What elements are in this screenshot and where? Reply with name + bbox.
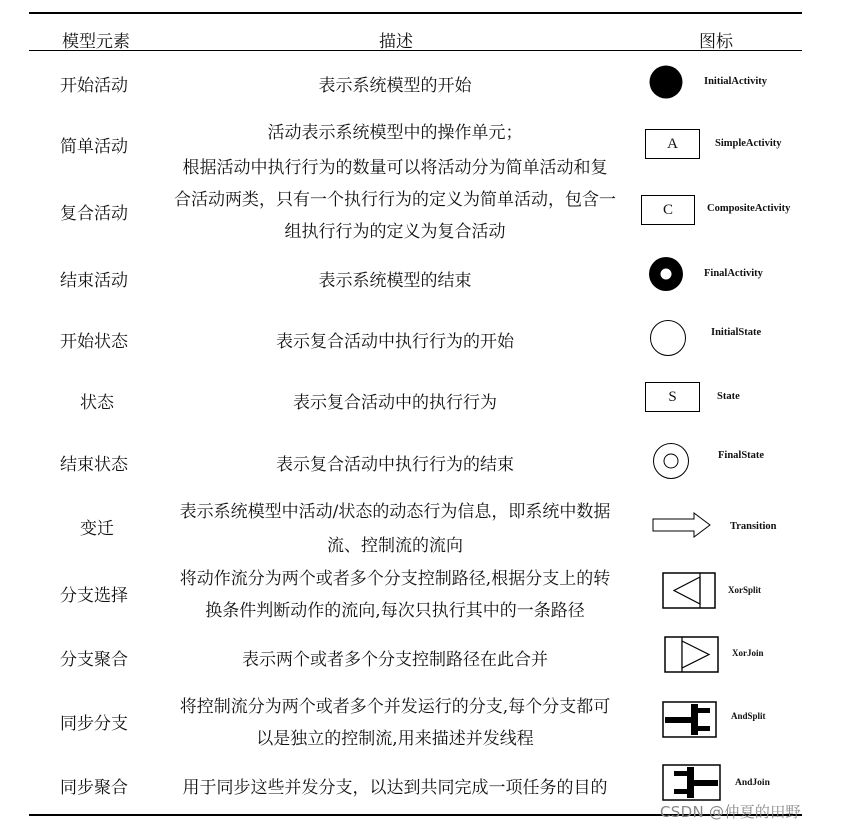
row-desc-final-activity: 表示系统模型的结束 [318,271,472,291]
state-letter: S [668,389,677,405]
row-name-and-join: 同步聚合 [60,778,128,798]
row-desc-xor-split-line2: 换条件判断动作的流向,每次只执行其中的一条路径 [205,601,585,621]
icon-label-final-activity: FinalActivity [704,268,763,279]
row-desc-composite-activity-line2: 合活动两类，只有一个执行行为的定义为简单活动，包含一 [174,190,616,210]
icon-label-and-split: AndSplit [731,711,766,721]
filled-circle-icon [648,64,684,100]
icon-label-transition: Transition [730,521,777,532]
row-desc-transition-line2: 流、控制流的流向 [327,536,463,556]
composite-activity-letter: C [662,202,673,218]
row-name-and-split: 同步分支 [60,714,128,734]
row-desc-transition-line1: 表示系统模型中活动/状态的动态行为信息，即系统中数据 [179,502,611,522]
row-name-xor-join: 分支聚合 [60,650,128,670]
header-rule [29,50,802,51]
icon-label-initial-activity: InitialActivity [704,76,767,87]
state-box-icon [645,382,700,412]
row-desc-final-state: 表示复合活动中执行行为的结束 [276,455,514,475]
row-desc-initial-state: 表示复合活动中执行行为的开始 [276,332,514,352]
row-name-final-activity: 结束活动 [60,271,128,291]
header-icon: 图标 [699,32,733,52]
row-desc-composite-activity-line3: 组执行行为的定义为复合活动 [284,222,506,242]
hollow-circle-icon [649,319,687,357]
row-name-simple-activity: 简单活动 [60,137,128,157]
icon-label-final-state: FinalState [718,450,765,461]
row-desc-and-split-line2: 以是独立的控制流,用来描述并发线程 [256,729,534,749]
arrow-icon [652,512,712,538]
row-desc-xor-join: 表示两个或者多个分支控制路径在此合并 [242,650,548,670]
header-element: 模型元素 [62,32,130,52]
row-name-initial-activity: 开始活动 [60,76,128,96]
row-name-xor-split: 分支选择 [60,586,128,606]
xor-split-icon [662,572,717,610]
row-desc-and-join: 用于同步这些并发分支，以达到共同完成一项任务的目的 [182,778,608,798]
icon-label-and-join: AndJoin [735,778,770,788]
row-name-initial-state: 开始状态 [60,332,128,352]
row-desc-and-split-line1: 将控制流分为两个或者多个并发运行的分支,每个分支都可 [179,697,611,717]
icon-label-xor-split: XorSplit [728,585,762,595]
double-circle-icon [652,442,690,480]
row-desc-state: 表示复合活动中的执行行为 [293,393,497,413]
row-desc-simple-activity: 活动表示系统模型中的操作单元； [267,123,523,143]
icon-label-simple-activity: SimpleActivity [715,138,782,149]
and-split-icon [662,701,718,739]
row-desc-initial-activity: 表示系统模型的开始 [318,76,472,96]
row-desc-xor-split-line1: 将动作流分为两个或者多个分支控制路径,根据分支上的转 [179,569,611,589]
table-top-rule [29,12,802,14]
and-join-icon [662,764,722,802]
simple-activity-box-icon [645,129,700,159]
row-name-final-state: 结束状态 [60,455,128,475]
row-desc-composite-activity-line1: 根据活动中执行行为的数量可以将活动分为简单活动和复 [182,158,608,178]
composite-activity-box-icon [641,195,695,225]
xor-join-icon [664,636,720,674]
row-name-composite-activity: 复合活动 [60,204,128,224]
simple-activity-letter: A [667,136,678,152]
ring-thick-icon [648,256,684,292]
icon-label-initial-state: InitialState [711,327,762,338]
watermark: CSDN @仲夏的田野 [660,803,801,821]
icon-label-xor-join: XorJoin [732,648,764,658]
row-name-transition: 变迁 [80,519,114,539]
icon-label-composite-activity: CompositeActivity [707,203,791,214]
icon-label-state: State [717,391,740,402]
header-description: 描述 [379,32,413,52]
row-name-state: 状态 [80,393,114,413]
